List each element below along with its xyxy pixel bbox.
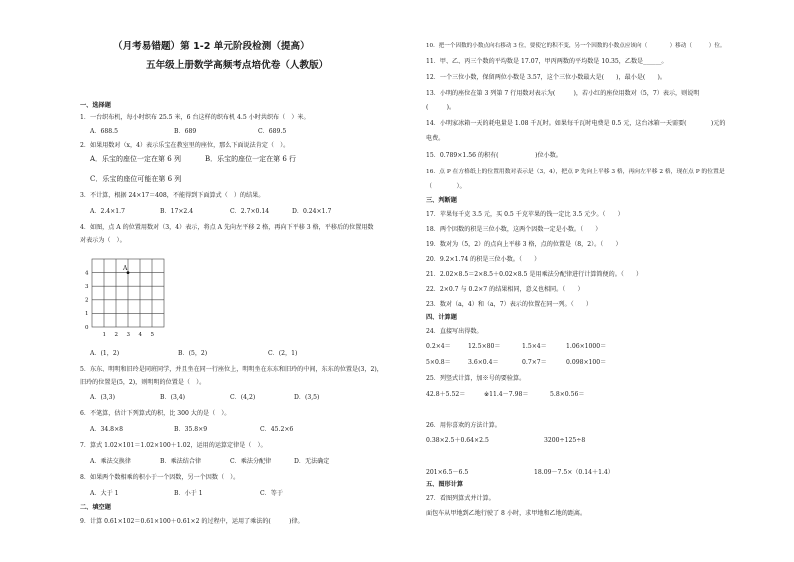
question-5-line-2: 旧玲的位置是(5，2)，则明明的位置是（ ）。 <box>80 379 206 386</box>
question-16-line-2: （ ）。 <box>426 183 466 190</box>
q5-option-a: A．(3,3) <box>90 394 115 401</box>
x-tick: 4 <box>138 332 142 338</box>
q3-option-b: B．17×2.4 <box>160 208 194 215</box>
point-a-label: A <box>123 265 128 272</box>
q26-item: 18.09－7.5×（0.14＋1.4） <box>534 469 614 476</box>
section-judge: 三、判断题 <box>426 197 457 204</box>
q5-option-c: C．(4,2) <box>230 394 256 401</box>
section-choice: 一、选择题 <box>80 102 111 109</box>
question-15: 15．0.789×1.56 的积有( )位小数。 <box>426 152 562 159</box>
q3-option-a: A．2.4×1.7 <box>90 208 125 215</box>
q1-option-a: A．688.5 <box>90 128 118 135</box>
question-13-line-1: 13．小明的座位在第 3 列第 7 行用数对表示为( )，若小红的座位用数对（5，7）表示，则说明 <box>426 90 700 97</box>
y-tick: 4 <box>85 270 89 277</box>
question-4-line-2: 对表示为（ ）。 <box>80 237 126 244</box>
section-figure: 五、图形计算 <box>426 481 464 488</box>
calc-item: 1.06×1000＝ <box>566 343 607 350</box>
q7-option-b: B．乘法结合律 <box>160 458 202 465</box>
q5-option-d: D．(3,5) <box>294 394 320 401</box>
question-20: 20．9.2×1.74 的积是三位小数。（ ） <box>426 256 541 263</box>
q7-option-c: C．乘法分配律 <box>230 458 272 465</box>
question-12: 12．一个三位小数，保留两位小数是 3.57，这个三位小数最大是( )，最小是( )。 <box>426 74 666 81</box>
q1-option-c: C．689.5 <box>258 128 287 135</box>
question-18: 18．两个因数的积是三位小数，这两个因数一定是小数。（ ） <box>426 226 602 233</box>
question-26: 26．用你喜欢的方法计算。 <box>426 422 501 429</box>
q3-option-d: D．0.24×1.7 <box>292 208 332 215</box>
question-3: 3．不计算，根据 24×17＝408，不能得到下面算式（ ）的结果。 <box>80 192 265 199</box>
x-tick: 3 <box>126 332 130 338</box>
question-19: 19．数对为（5，2）的点向上平移 3 格，点的位置是（8，2）。（ ） <box>426 241 622 248</box>
x-tick: 1 <box>102 332 106 338</box>
q8-option-c: C．等于 <box>260 490 283 497</box>
question-9: 9．计算 0.61×102＝0.61×100＋0.61×2 的过程中，运用了乘法的( )律。 <box>80 518 304 525</box>
q25-item: 42.8＋5.52＝ <box>426 391 466 398</box>
q26-item: 3200÷125÷8 <box>544 437 586 444</box>
section-fill: 二、填空题 <box>80 504 111 511</box>
question-22: 22．2×0.7 与 0.2×7 的结果相同，意义也相同。（ ） <box>426 286 584 293</box>
y-tick: 3 <box>85 284 89 290</box>
q6-option-c: C．45.2×6 <box>260 426 294 433</box>
question-4-line-1: 4．如图，点 A 的位置用数对（3，4）表示，将点 A 先向左平移 2 格，再向下平移 3 格，平移后的位置用数 <box>80 224 374 231</box>
calc-item: 5×0.8＝ <box>426 359 451 366</box>
question-23: 23．数对（a，4）和（a，7）表示的位置在同一列。（ ） <box>426 301 592 308</box>
q8-option-a: A．大于 1 <box>90 490 119 497</box>
section-calc: 四、计算题 <box>426 314 457 321</box>
q5-option-b: B．(3,4) <box>160 394 186 401</box>
y-tick: 2 <box>85 297 89 304</box>
question-7: 7．算式 1.02×101＝1.02×100＋1.02，运用的运算定律是（ ）。 <box>80 442 267 449</box>
q4-option-b: B．(5，2) <box>178 350 208 357</box>
calc-item: 0.2×4＝ <box>426 343 451 350</box>
question-21: 21．2.02×8.5＝2×8.5＋0.02×8.5 是用乘法分配律进行计算简便的。（ ） <box>426 271 643 278</box>
question-10: 10．把一个因数的小数点向右移动 3 位，要使它的积不变，另一个因数的小数点应该向（ ）移动（ ）位。 <box>426 43 726 49</box>
page-subtitle: 五年级上册数学高频考点培优卷（人教版） <box>146 60 329 71</box>
y-tick: 0 <box>85 325 89 331</box>
calc-item: 3.6×0.4＝ <box>468 359 499 366</box>
q8-option-b: B．小于 1 <box>174 490 203 497</box>
question-1: 1．一台织布机，每小时织布 25.5 米，6 台这样的织布机 4.5 小时共织布（ ）米。 <box>80 114 310 121</box>
q26-item: 0.38×2.5＋0.64×2.5 <box>426 437 489 444</box>
q25-item: 5.8×0.56＝ <box>550 391 585 398</box>
q26-item: 201×6.5－6.5 <box>426 469 469 476</box>
coordinate-grid <box>82 256 172 340</box>
question-25: 25．列竖式计算，加※号的要验算。 <box>426 375 526 382</box>
question-16-line-1: 16．点 P 在方格纸上的位置用数对表示是（3，4），把点 P 先向上平移 3 格，再向左平移 2 格，现在点 P 的位置是 <box>426 169 725 175</box>
calc-item: 1.5×4＝ <box>522 343 547 350</box>
q6-option-a: A．34.8×8 <box>90 426 124 433</box>
question-6: 6．不笔算，估计下列算式的积，比 300 大的是（ ）。 <box>80 410 231 417</box>
question-11: 11．甲、乙、丙三个数的平均数是 17.07，甲丙两数的平均数是 10.35，乙数是______。 <box>426 58 668 65</box>
calc-item: 0.7×7＝ <box>522 359 547 366</box>
q2-option-c: C．乐宝的座位可能在第 6 列 <box>90 175 182 183</box>
question-17: 17．苹果每千克 3.5 元，买 0.5 千克苹果的钱一定比 3.5 元少。（ ） <box>426 211 624 218</box>
y-tick: 1 <box>85 311 89 317</box>
page-title: （月考易错题）第 1-2 单元阶段检测（提高） <box>113 41 310 52</box>
q1-option-b: B．689 <box>174 128 197 135</box>
q25-item: ※11.4－7.98＝ <box>484 391 529 398</box>
x-tick: 2 <box>114 332 118 338</box>
question-14-line-1: 14．小明家冰箱一天的耗电量是 1.08 千瓦时。如果每千瓦时电费是 0.5 元，这台冰箱一天需要( )元的 <box>426 120 726 127</box>
question-27: 27．看图列算式并计算。 <box>426 495 495 502</box>
q7-option-d: D．无法确定 <box>294 458 330 465</box>
q7-option-a: A．乘法交换律 <box>90 458 131 465</box>
q4-option-c: C．(2，1) <box>268 350 298 357</box>
q2-option-b: B．乐宝的座位一定在第 6 行 <box>205 155 297 163</box>
question-24: 24．直接写出得数。 <box>426 328 483 335</box>
q4-option-a: A．(1，2) <box>90 350 120 357</box>
question-2: 2．如果用数对（x，4）表示乐宝在教室里的座位，那么下面说法肯定（ ）。 <box>80 142 290 149</box>
question-8: 8．如果两个数相乘的积小于一个因数，另一个因数（ ）。 <box>80 474 240 481</box>
q2-option-a: A．乐宝的座位一定在第 6 列 <box>90 155 181 163</box>
calc-item: 0.098×100＝ <box>566 359 607 366</box>
question-13-line-2: ( )。 <box>426 104 456 111</box>
q3-option-c: C．2.7×0.14 <box>230 208 270 215</box>
q6-option-b: B．35.8×9 <box>174 426 208 433</box>
x-tick: 5 <box>150 332 154 338</box>
question-14-line-2: 电费。 <box>426 135 445 142</box>
question-27-text: 面包车从甲地到乙地行驶了 8 小时，求甲地和乙地的距离。 <box>426 510 587 517</box>
question-5-line-1: 5．东东、明明和旧玲是同班同学，并且坐在同一行座位上，明明坐在东东和旧玲的中间，东东的位置是(3，2)， <box>80 366 383 373</box>
calc-item: 12.5×80＝ <box>468 343 501 350</box>
